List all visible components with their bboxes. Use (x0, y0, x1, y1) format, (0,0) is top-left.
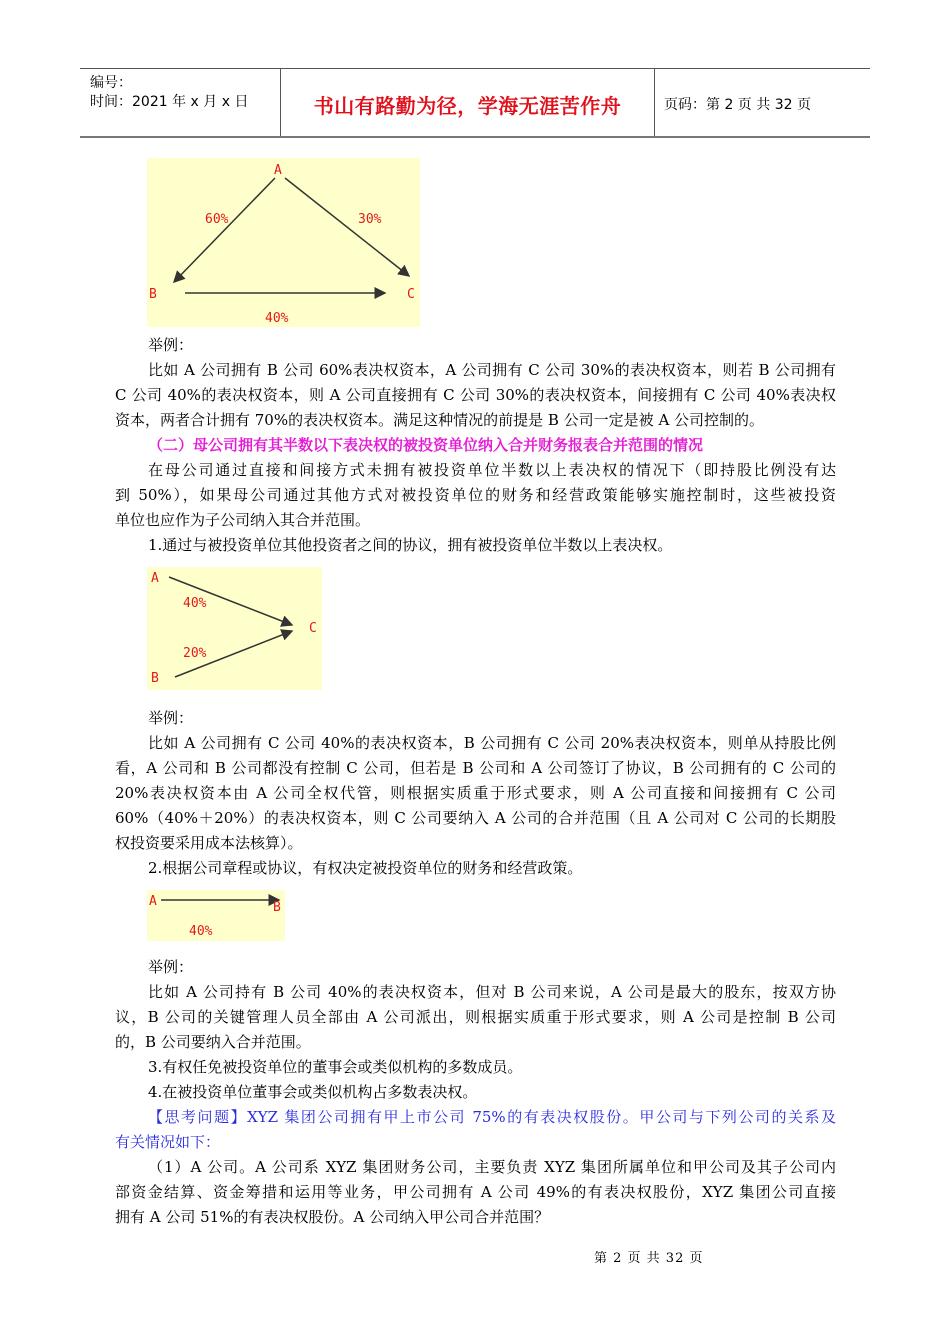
node-b: B (151, 671, 159, 686)
node-a: A (151, 571, 159, 586)
edge-label-ac: 40% (183, 596, 207, 611)
paragraph-line: 在母公司通过直接和间接方式未拥有被投资单位半数以上表决权的情况下（即持股比例没有达 (148, 461, 836, 479)
header-page-number: 页码：第 2 页 共 32 页 (664, 97, 811, 113)
question-line: 【思考问题】XYZ 集团公司拥有甲上市公司 75%的有表决权股份。甲公司与下列公司的关系及 (148, 1108, 836, 1126)
paragraph-line: 议，B 公司的关键管理人员全部由 A 公司派出，则根据实质重于形式要求，则 A 公司是控制 B 公司 (115, 1008, 836, 1026)
paragraph-line: 到 50%），如果母公司通过其他方式对被投资单位的财务和经营政策能够实施控制时，这些被投资 (115, 486, 836, 504)
node-b: B (149, 287, 157, 302)
paragraph-line: 看，A 公司和 B 公司都没有控制 C 公司，但若是 B 公司和 A 公司签订了协议，B 公司拥有的 C 公司的 (115, 759, 836, 777)
paragraph-line: 拥有 A 公司 51%的有表决权股份。A 公司纳入甲公司合并范围？ (115, 1208, 550, 1226)
paragraph-line: 资本，两者合计拥有 70%的表决权资本。满足这种情况的前提是 B 公司一定是被 A 公司控制的。 (115, 411, 765, 429)
example-label: 举例： (148, 958, 194, 976)
node-c: C (407, 287, 415, 302)
paragraph-line: C 公司 40%的表决权资本，则 A 公司直接拥有 C 公司 30%的表决权资本，间接拥有 C 公司 40%表决权 (115, 386, 836, 404)
page-footer: 第 2 页 共 32 页 (594, 1251, 704, 1266)
header-motto: 书山有路勤为径，学海无涯苦作舟 (313, 94, 622, 118)
node-c: C (309, 621, 317, 636)
list-item: 2.根据公司章程或协议，有权决定被投资单位的财务和经营政策。 (148, 859, 583, 877)
paragraph-line: 单位也应作为子公司纳入其合并范围。 (115, 511, 371, 529)
header-info-cell (80, 69, 281, 136)
question-line: 有关情况如下： (115, 1133, 221, 1151)
page-header (80, 68, 870, 138)
list-item: 3.有权任免被投资单位的董事会或类似机构的多数成员。 (148, 1058, 523, 1076)
paragraph-line: 比如 A 公司拥有 B 公司 60%表决权资本，A 公司拥有 C 公司 30%的表决权资本，则若 B 公司拥有 (148, 361, 836, 379)
arrow-a-to-b (174, 178, 275, 282)
ownership-diagram-triangle (147, 158, 420, 327)
edge-label-ab: 60% (205, 212, 229, 227)
edge-label-bc: 20% (183, 646, 207, 661)
paragraph-line: （1）A 公司。A 公司系 XYZ 集团财务公司，主要负责 XYZ 集团所属单位和甲公司及其子公司内 (148, 1158, 836, 1176)
node-a: A (274, 163, 282, 178)
paragraph-line: 20%表决权资本由 A 公司全权代管，则根据实质重于形式要求，则 A 公司直接和间接拥有 C 公司 (115, 784, 836, 802)
example-label: 举例： (148, 709, 194, 727)
ownership-diagram-converging (147, 567, 322, 690)
edge-label-bc: 40% (265, 311, 289, 326)
paragraph-line: 比如 A 公司拥有 C 公司 40%的表决权资本，B 公司拥有 C 公司 20%表决权资本，则单从持股比例 (148, 734, 836, 752)
edge-label-ac: 30% (358, 212, 382, 227)
edge-label-ab: 40% (189, 924, 213, 939)
document-number-label: 编号： (90, 75, 132, 91)
header-motto-cell (281, 69, 655, 136)
ownership-diagram-direct (147, 890, 285, 941)
paragraph-line: 60%（40%＋20%）的表决权资本，则 C 公司要纳入 A 公司的合并范围（且 A 公司对 C 公司的长期股 (115, 809, 836, 827)
list-item: 4.在被投资单位董事会或类似机构占多数表决权。 (148, 1083, 478, 1101)
arrow-a-to-c (285, 178, 409, 276)
paragraph-line: 比如 A 公司持有 B 公司 40%的表决权资本，但对 B 公司来说，A 公司是最大的股东，按双方协 (148, 983, 836, 1001)
node-a: A (149, 894, 157, 909)
document-date: 时间：2021 年 x 月 x 日 (90, 94, 249, 110)
paragraph-line: 的，B 公司要纳入合并范围。 (115, 1033, 311, 1051)
example-label: 举例： (148, 336, 194, 354)
header-page-cell (655, 69, 870, 136)
paragraph-line: 权投资要采用成本法核算）。 (115, 834, 303, 852)
node-b: B (273, 900, 281, 915)
paragraph-line: 部资金结算、资金筹措和运用等业务，甲公司拥有 A 公司 49%的有表决权股份，XYZ 集团公司直接 (115, 1183, 836, 1201)
section-heading: （二）母公司拥有其半数以下表决权的被投资单位纳入合并财务报表合并范围的情况 (148, 436, 704, 454)
list-item: 1.通过与被投资单位其他投资者之间的协议，拥有被投资单位半数以上表决权。 (148, 536, 673, 554)
